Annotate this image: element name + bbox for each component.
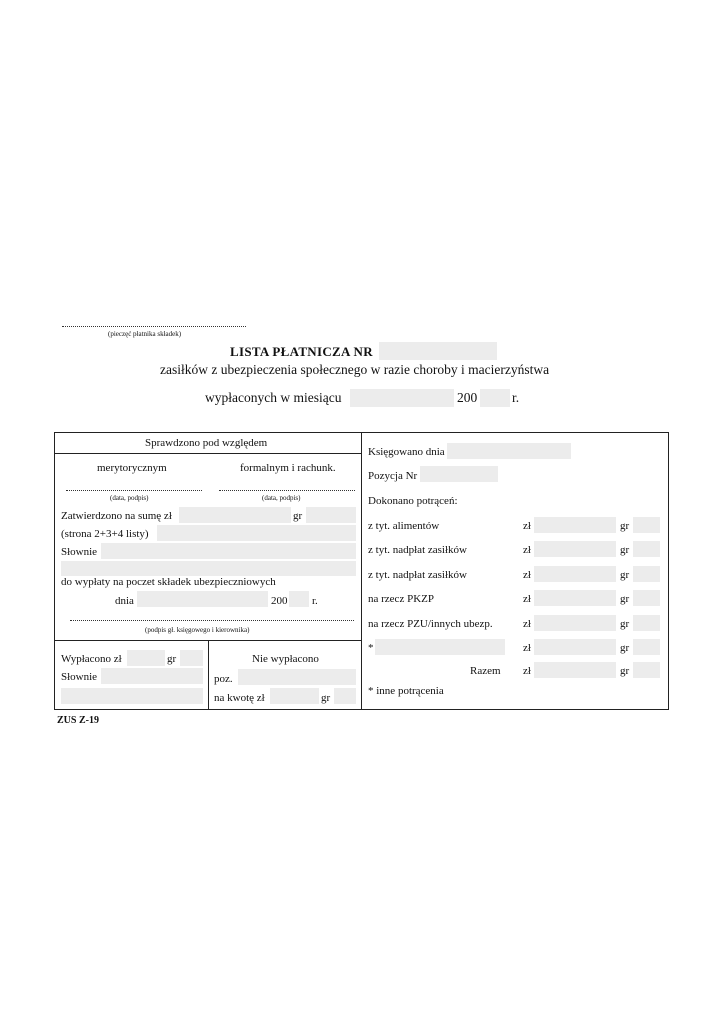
stamp-signature-line <box>62 326 246 327</box>
deduction-gr-label: gr <box>620 642 630 654</box>
merit-signature-line <box>66 490 202 491</box>
deduction-gr-field[interactable] <box>633 566 660 582</box>
checked-header: Sprawdzono pod względem <box>145 437 268 449</box>
not-paid-header: Nie wypłacono <box>252 653 319 665</box>
deduction-label: z tyt. alimentów <box>368 520 440 532</box>
booked-label: Księgowano dnia <box>368 446 445 458</box>
paid-in-month-label: wypłaconych w miesiącu <box>205 390 342 405</box>
year-field-2[interactable] <box>289 591 309 607</box>
amount-gr-field[interactable] <box>334 688 356 704</box>
position-field[interactable] <box>420 466 498 482</box>
position-label: Pozycja Nr <box>368 470 418 482</box>
form-subtitle: zasiłków z ubezpieczenia społecznego w razie choroby i macierzyństwa <box>160 362 550 377</box>
paid-gr-label: gr <box>167 653 177 665</box>
year-suffix-2: r. <box>312 595 318 607</box>
deduction-label: na rzecz PKZP <box>368 593 434 605</box>
deduction-zl-field[interactable] <box>534 566 616 582</box>
amount-gr-label: gr <box>321 692 331 704</box>
deduction-label: z tyt. nadpłat zasiłków <box>368 569 467 581</box>
total-zl-label: zł <box>523 665 531 677</box>
deduction-zl-field[interactable] <box>534 541 616 557</box>
approved-zl-field[interactable] <box>179 507 291 523</box>
bottom-column-divider <box>208 640 209 710</box>
other-deduction-name-field[interactable] <box>375 639 505 655</box>
deduction-gr-label: gr <box>620 569 630 581</box>
deduction-gr-field[interactable] <box>633 590 660 606</box>
paid-words-field-2[interactable] <box>61 688 203 704</box>
deduction-gr-label: gr <box>620 520 630 532</box>
footnote: * inne potrącenia <box>368 685 444 697</box>
deduction-zl-field[interactable] <box>534 590 616 606</box>
merit-date-sign-caption: (data, podpis) <box>110 494 149 502</box>
deduction-gr-field[interactable] <box>633 541 660 557</box>
deduction-gr-field[interactable] <box>633 517 660 533</box>
approved-gr-field[interactable] <box>306 507 356 523</box>
deduction-gr-field[interactable] <box>633 639 660 655</box>
deduction-label: * <box>368 642 374 654</box>
paid-gr-field[interactable] <box>180 650 203 666</box>
deduction-gr-label: gr <box>620 544 630 556</box>
deduction-zl-field[interactable] <box>534 615 616 631</box>
item-label: poz. <box>214 673 233 685</box>
total-gr-label: gr <box>620 665 630 677</box>
deduction-zl-label: zł <box>523 618 531 630</box>
pages-field[interactable] <box>157 525 356 541</box>
year-suffix: r. <box>512 390 520 405</box>
amount-label: na kwotę zł <box>214 692 265 704</box>
deduction-gr-field[interactable] <box>633 615 660 631</box>
deduction-zl-label: zł <box>523 520 531 532</box>
words-field-2[interactable] <box>61 561 356 576</box>
total-label: Razem <box>470 665 501 677</box>
stamp-caption: (pieczęć płatnika składek) <box>108 330 182 338</box>
list-number-field[interactable] <box>379 342 497 360</box>
deduction-label: na rzecz PZU/innych ubezp. <box>368 618 493 630</box>
paid-words-label: Słownie <box>61 671 98 683</box>
booked-date-field[interactable] <box>447 443 571 459</box>
approved-label: Zatwierdzono na sumę zł <box>61 510 172 522</box>
deduction-zl-label: zł <box>523 569 531 581</box>
deduction-gr-label: gr <box>620 593 630 605</box>
payout-label: do wypłaty na poczet składek ubezpieczniowych <box>61 576 276 588</box>
deduction-zl-label: zł <box>523 642 531 654</box>
header-divider <box>54 453 361 454</box>
year-prefix: 200 <box>457 390 478 405</box>
paid-label: Wypłacono zł <box>61 653 122 665</box>
words-label: Słownie <box>61 546 98 558</box>
chief-signature-line <box>70 620 354 621</box>
formal-date-sign-caption: (data, podpis) <box>262 494 301 502</box>
day-label: dnia <box>115 595 134 607</box>
formal-label: formalnym i rachunk. <box>240 462 336 474</box>
year-prefix-2: 200 <box>271 595 288 607</box>
approved-gr-label: gr <box>293 510 303 522</box>
paid-words-field[interactable] <box>101 668 203 684</box>
deduction-zl-label: zł <box>523 593 531 605</box>
amount-zl-field[interactable] <box>270 688 319 704</box>
year-field[interactable] <box>480 389 510 407</box>
total-zl-field[interactable] <box>534 662 616 678</box>
form-title: LISTA PŁATNICZA NR <box>230 344 373 359</box>
chief-caption: (podpis gł. księgowego i kierownika) <box>145 626 250 634</box>
column-divider <box>361 432 362 710</box>
deduction-zl-field[interactable] <box>534 639 616 655</box>
deduction-gr-label: gr <box>620 618 630 630</box>
deductions-label: Dokonano potrąceń: <box>368 495 458 507</box>
item-field[interactable] <box>238 669 356 685</box>
form-code: ZUS Z-19 <box>57 715 99 726</box>
total-gr-field[interactable] <box>633 662 660 678</box>
month-field[interactable] <box>350 389 454 407</box>
deduction-label: z tyt. nadpłat zasiłków <box>368 544 467 556</box>
deduction-zl-field[interactable] <box>534 517 616 533</box>
merit-label: merytorycznym <box>97 462 167 474</box>
paid-zl-field[interactable] <box>127 650 165 666</box>
pages-label: (strona 2+3+4 listy) <box>61 528 149 540</box>
deduction-zl-label: zł <box>523 544 531 556</box>
formal-signature-line <box>219 490 355 491</box>
words-field[interactable] <box>101 543 356 559</box>
day-field[interactable] <box>137 591 268 607</box>
